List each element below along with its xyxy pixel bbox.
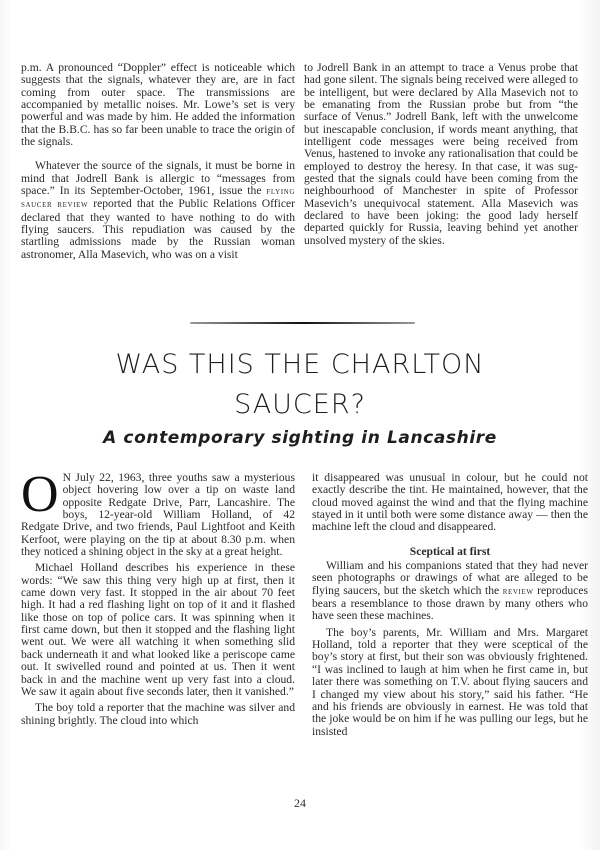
publication-name-smallcaps: flying saucer review [21,186,295,211]
review-smallcaps: review [502,585,534,597]
paragraph-reporter: The boy told a reporter that the machine was silver and shining brightly. The cloud into which [21,701,295,727]
paragraph-venus-probe: to Jodrell Bank in an attempt to trace a Venus probe that had gone silent. The signals being received were alleged to be intelligent, but were declared by Alla Masevich not to be emanating from the Russian probe but from “the surface of Venus.” Jodrell Bank, left with the unwelcome but inescapable conclusion, if words meant anything, that intelligent code messages were being received from Venus, hastened to invoke any rationalisation that could be employed to destroy the heresy. In that case, it was suggested that the signals could have been coming from the neighbourhood of Manchester in spite of Professor Masevich’s unequivocal statement. Alla Masevich was declared to have been joking: the good lady herself departed quickly for Russia, leaving behind yet another unsolved mystery of the skies. [304,61,578,247]
paragraph-cloud: it disappeared was unusual in colour, but he could not exactly describe the tint. He maintained, however, that the cloud moved against the wind and that the flying machine stayed in it until both were some distance away — then the machine left the cloud and disappeared. [312,471,588,534]
paragraph-intro: O N July 22, 1963, three youths saw a mysterious object hovering low over a tip on waste land opposite Redgate Drive, Parr, Lancashire. The boys, 12-year-old William Holland, of 42 Redgate Drive, and two friends, Paul Lightfoot and Keith Kerfoot, were playing on the tip at about 8.30 p.m. when they noticed a shining object in the sky at a great height. [21,466,295,559]
paragraph-jodrell-allergic: Whatever the source of the signals, it must be borne in mind that Jodrell Bank is allergic to “messages from space.” In its September-October, 1961, issue the flying saucer review reported that the Public Relations Officer declared that they wanted to have nothing to do with flying saucers. This repudiation was caused by the startling admissions made by the Russian woman astronomer, Alla Masevich, who was on a visit [21,159,295,261]
article-subheadline: A contemporary sighting in Lancashire [103,428,497,448]
section-divider-rule [190,322,415,324]
article-left-column [21,466,295,727]
top-left-column [21,62,295,261]
article-headline-line-2: SAUCER? [234,389,366,420]
article-right-column [312,472,588,738]
page-number: 24 [294,796,306,810]
paragraph-parents: The boy’s parents, Mr. William and Mrs. Margaret Holland, told a reporter that they were sceptical of the boy’s story at first, but their son was obviously frightened. “I was inclined to laugh at him when he first came in, but later there was something on T.V. about flying saucers and I changed my view about his story,” said his father. “He and his friends are obviously in earnest. He was told that the joke would be on him if he was pulling our legs, but he insisted [312,625,588,738]
top-right-column [304,62,578,247]
paragraph-michael-holland-quote: Michael Holland describes his experience in these words: “We saw this thing very high up at first, then it came down very fast. It stopped in the air about 70 feet high. It had a red flashing light on top of it and it flashed like those on top of police cars. It was spinning when it first came down, but then it stopped and the flashing light went out. We were all watching it when something slid back underneath it and what looked like a periscope came out. It swivelled round and pointed at us. Then it went back in and the machine went up very fast into a cloud. We saw it again about five seconds later, then it vanished.” [21,561,295,698]
paragraph-doppler: p.m. A pronounced “Doppler” effect is noticeable which suggests that the signals, whatever they are, are in fact coming from outer space. The transmissions are accompanied by metallic noises. Mr. Lowe’s set is very powerful and was made by him. He added the information that the B.B.C. has so far been unable to trace the origin of the signals. [21,61,295,149]
section-heading: Sceptical at first [409,544,491,558]
article-headline-line-1: WAS THIS THE CHARLTON [115,349,485,380]
drop-cap: O [21,466,59,523]
paragraph-companions: William and his companions stated that they had never seen photographs or drawings of what are alleged to be flying saucers, but the sketch which the review reproduces bears a resemblance to those drawn by many others who have seen these machines. [312,559,588,623]
